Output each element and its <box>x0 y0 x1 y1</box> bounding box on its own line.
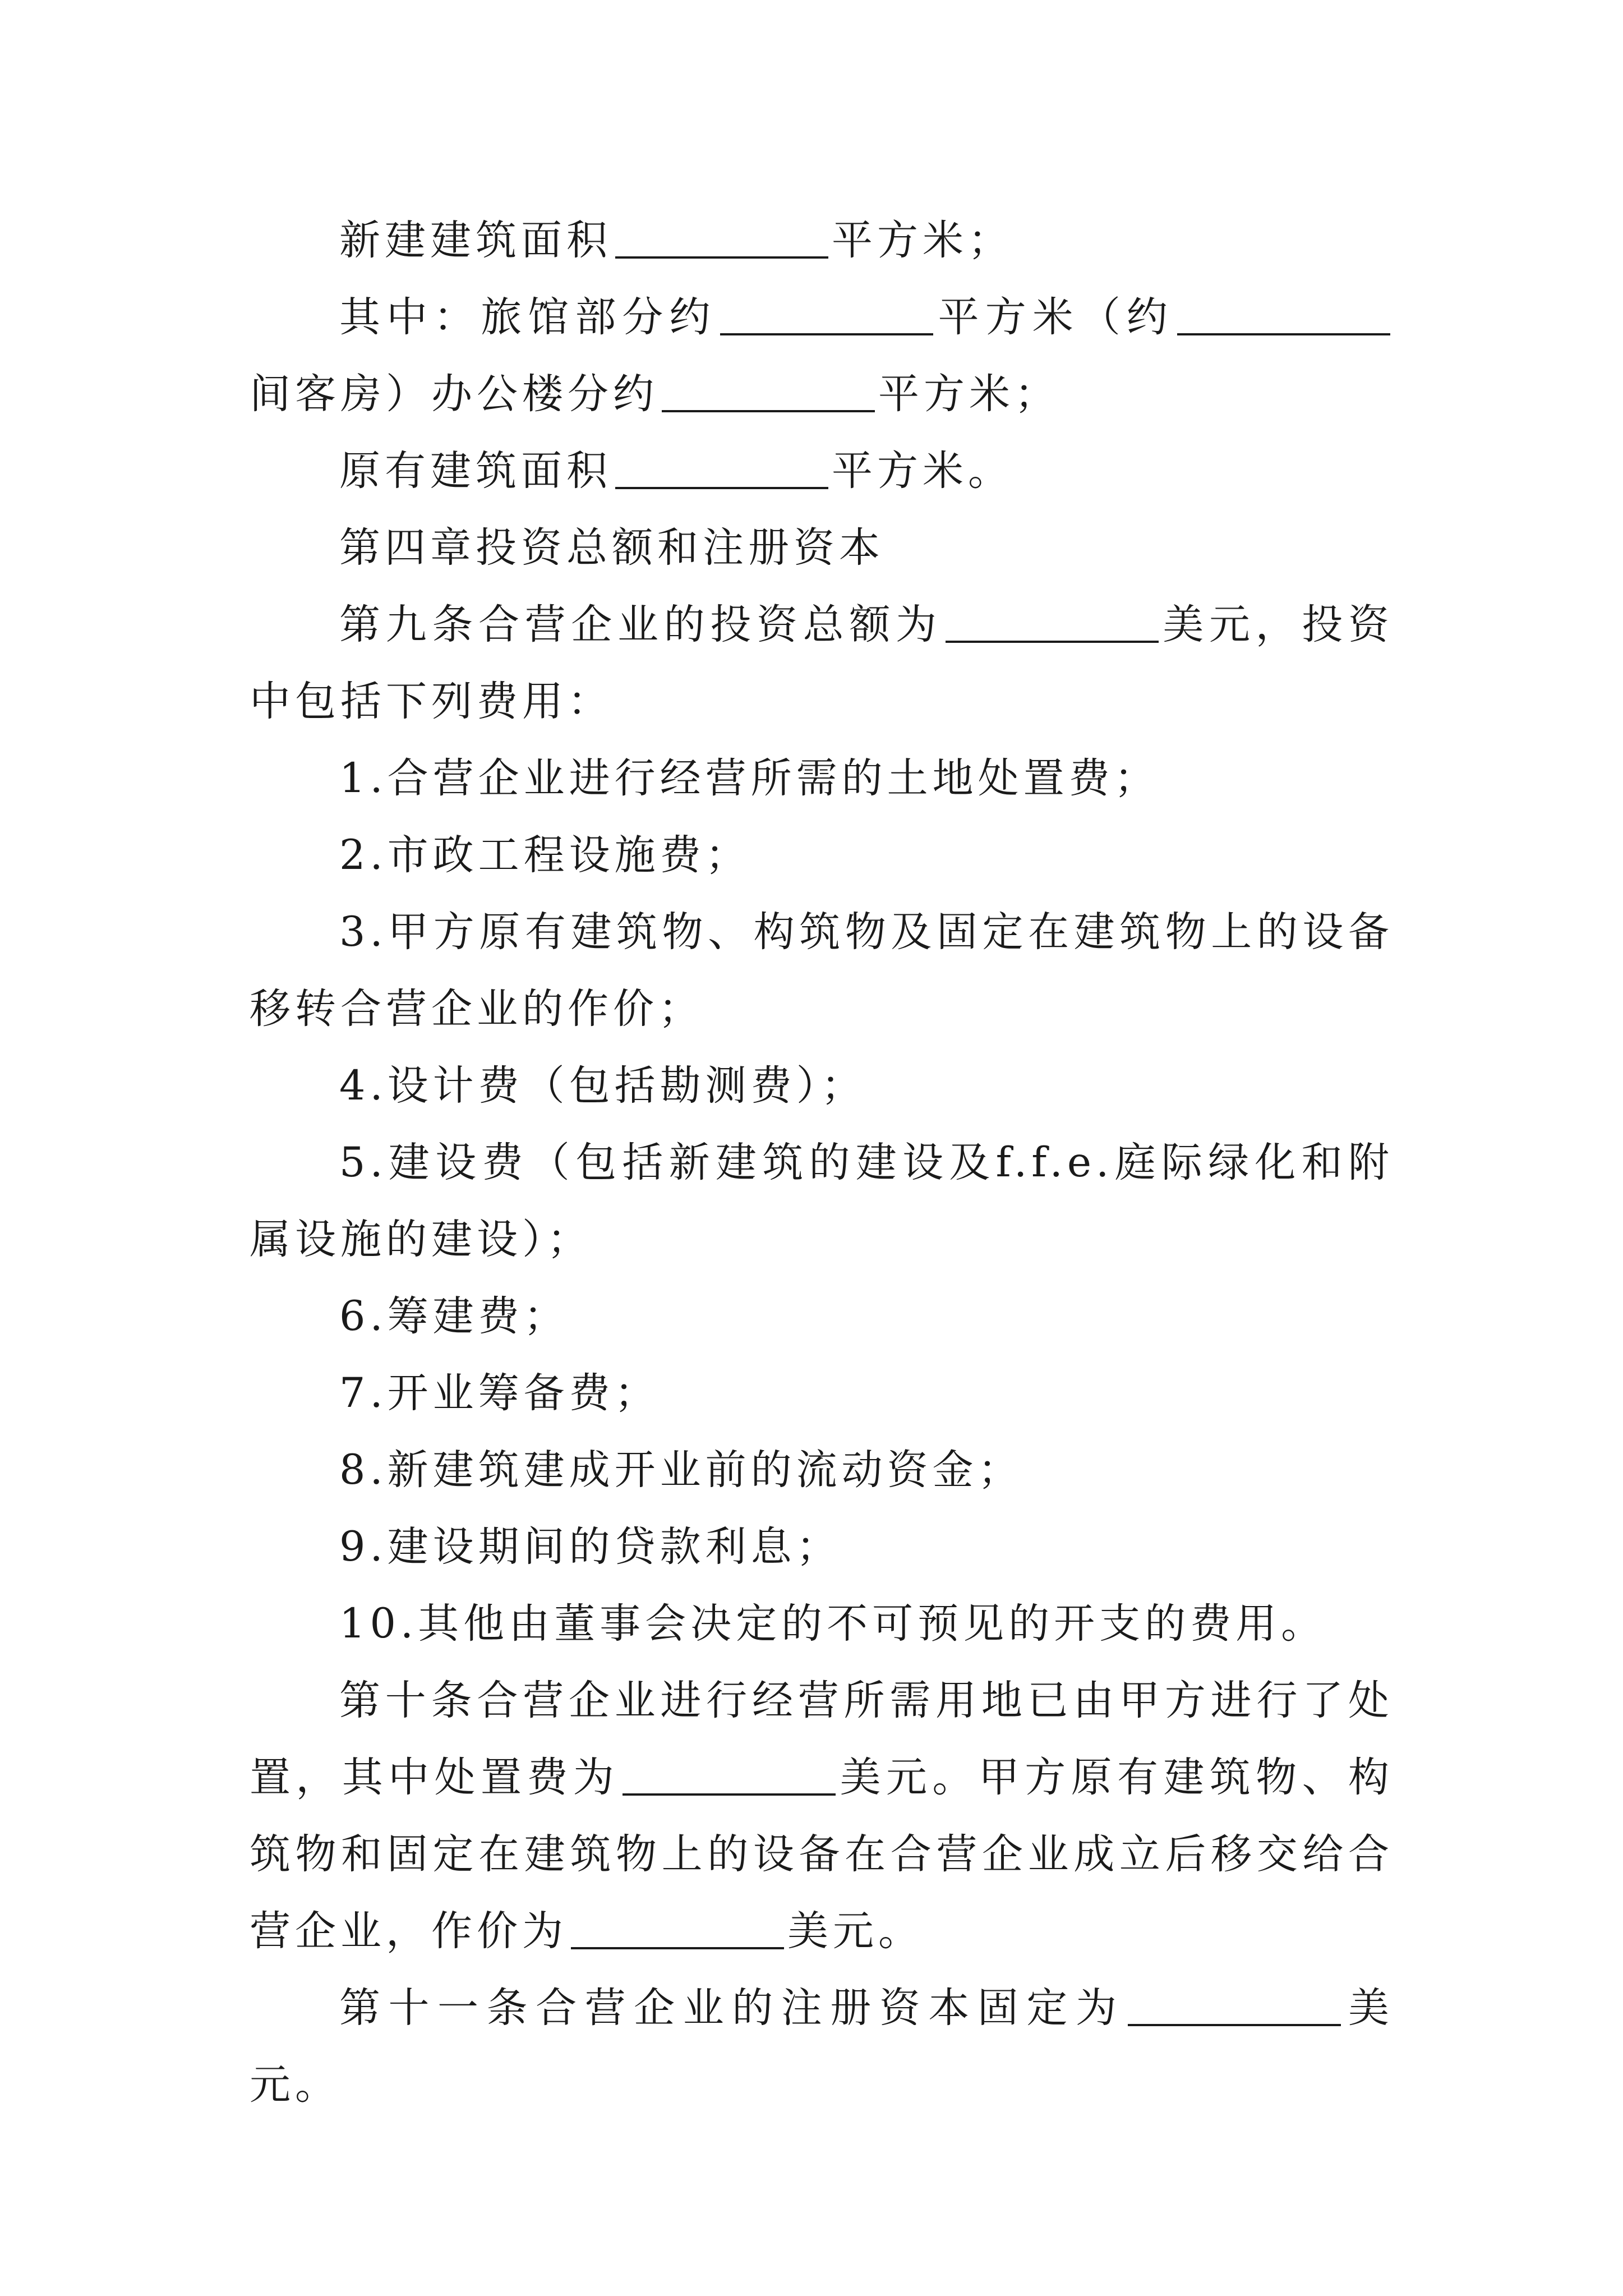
fill-blank[interactable] <box>662 369 875 412</box>
text-segment: 平方米； <box>832 217 1013 264</box>
existing-building-area-line <box>250 432 1394 509</box>
list-item-5: 5.建设费（包括新建筑的建设及f.f.e.庭际绿化和附属设施的建设）； <box>250 1139 1394 1263</box>
fill-blank[interactable] <box>720 292 933 335</box>
text-segment: 其中：旅馆部分约 <box>339 293 717 341</box>
list-item-6: 6.筹建费； <box>339 1292 569 1340</box>
text-segment: 美元。 <box>787 1907 924 1955</box>
fill-blank[interactable] <box>946 600 1159 643</box>
text-segment: 平方米； <box>878 370 1060 418</box>
article-eleven <box>250 1970 1394 2123</box>
fill-blank[interactable] <box>571 1906 784 1949</box>
new-building-area-line <box>250 202 1394 279</box>
hotel-office-area-line <box>250 279 1394 432</box>
fill-blank[interactable] <box>615 215 828 259</box>
text-segment: 美元，投资中包括下列费用： <box>250 601 1394 725</box>
list-item-7: 7.开业筹备费； <box>339 1369 660 1417</box>
text-segment: 第十一条合营企业的注册资本固定为 <box>339 1984 1125 2032</box>
fill-blank[interactable] <box>615 446 828 489</box>
fill-blank[interactable] <box>1128 1983 1341 2026</box>
text-segment: 第十条合营企业进行经营所需用地已由甲方进行了处置，其中处置费为 <box>250 1677 1394 1801</box>
text-segment: 原有建筑面积 <box>339 447 612 495</box>
document-body <box>250 202 1394 2123</box>
list-item-1: 1.合营企业进行经营所需的土地处置费； <box>339 754 1160 802</box>
article-nine <box>250 586 1394 740</box>
text-segment: 间客房）办公楼分约 <box>250 370 658 418</box>
list-item-8: 8.新建筑建成开业前的流动资金； <box>339 1446 1023 1494</box>
text-segment: 美元。 <box>250 1984 1394 2109</box>
fill-blank[interactable] <box>623 1752 836 1796</box>
text-segment: 美元。甲方原有建筑物、构筑物和固定在建筑物上的设备在合营企业成立后移交给合营企业，作价为 <box>250 1754 1394 1955</box>
text-segment: 第九条合营企业的投资总额为 <box>339 601 942 648</box>
chapter-heading: 第四章投资总额和注册资本 <box>339 524 884 572</box>
list-item-9: 9.建设期间的贷款利息； <box>339 1523 842 1571</box>
text-segment: 新建建筑面积 <box>339 217 612 264</box>
text-segment: 平方米。 <box>832 447 1013 495</box>
list-item-3: 3.甲方原有建筑物、构筑物及固定在建筑物上的设备移转合营企业的作价； <box>250 908 1394 1033</box>
list-item-10: 10.其他由董事会决定的不可预见的开支的费用。 <box>339 1600 1327 1648</box>
fill-blank[interactable] <box>1177 292 1390 335</box>
list-item-4: 4.设计费（包括勘测费）； <box>339 1062 867 1110</box>
article-ten <box>250 1662 1394 1970</box>
text-segment: 平方米（约 <box>936 293 1174 341</box>
list-item-2: 2.市政工程设施费； <box>339 831 751 879</box>
